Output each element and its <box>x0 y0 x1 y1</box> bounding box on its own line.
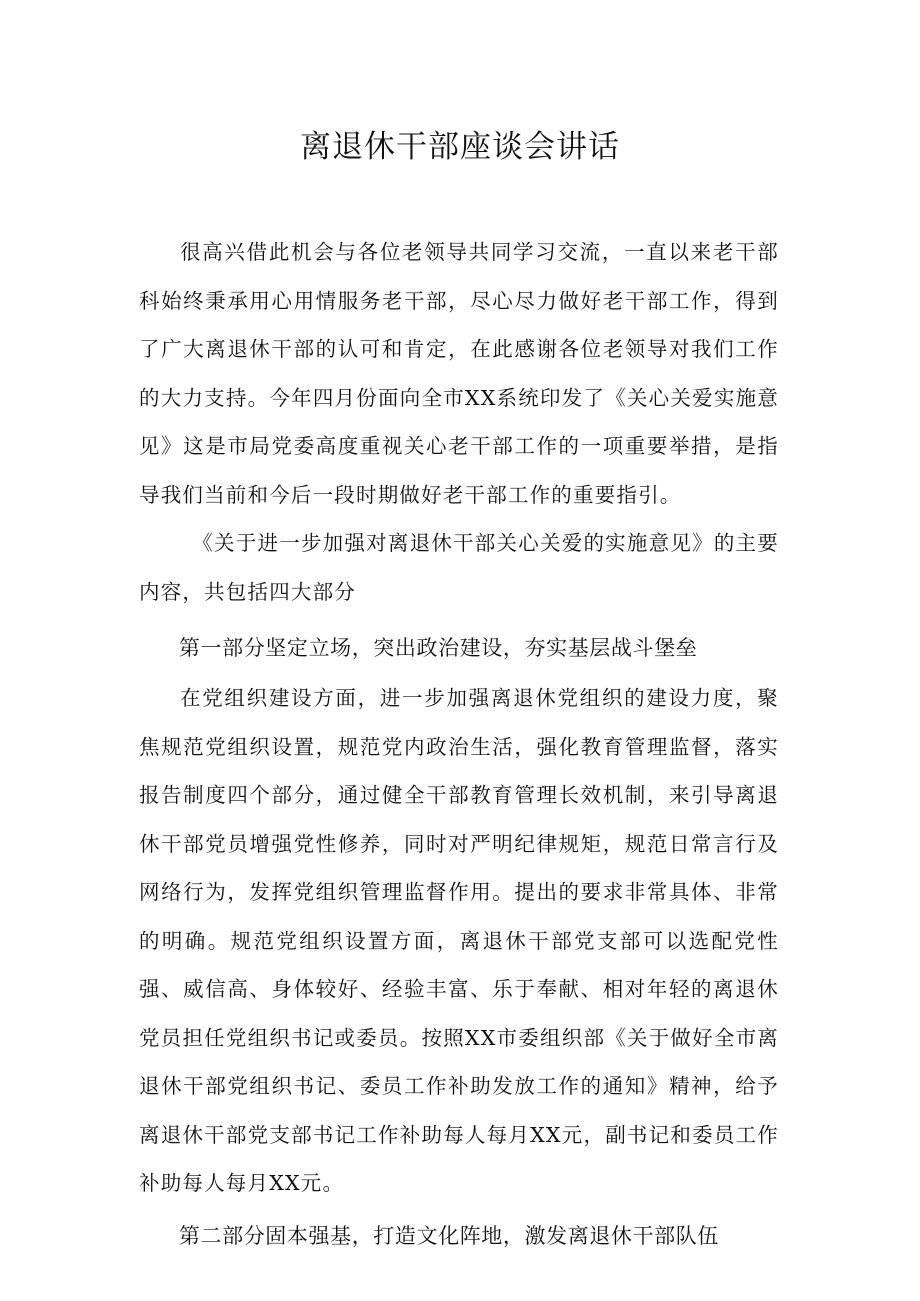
document-body <box>139 228 779 1262</box>
document-title: 离退休干部座谈会讲话 <box>300 129 620 165</box>
part1-body-paragraph: 在党组织建设方面，进一步加强离退休党组织的建设力度，聚焦规范党组织设置，规范党内政治生活，强化教育管理监督，落实报告制度四个部分，通过健全干部教育管理长效机制，来引导离退休干部党员增强党性修养，同时对严明纪律规矩，规范日常言行及网络行为，发挥党组织管理监督作用。提出的要求非常具体、非常的明确。规范党组织设置方面，离退休干部党支部可以选配党性强、威信高、身体较好、经验丰富、乐于奉献、相对年轻的离退休党员担任党组织书记或委员。按照XX市委组织部《关于做好全市离退休干部党组织书记、委员工作补助发放工作的通知》精神，给予离退休干部党支部书记工作补助每人每月XX元，副书记和委员工作补助每人每月XX元。 <box>139 686 779 1195</box>
section-heading-part2: 第二部分固本强基，打造文化阵地，激发离退休干部队伍 <box>178 1223 719 1248</box>
intro-paragraph: 很高兴借此机会与各位老领导共同学习交流，一直以来老干部科始终秉承用心用情服务老干部，尽心尽力做好老干部工作，得到了广大离退休干部的认可和肯定，在此感谢各位老领导对我们工作的大力支持。今年四月份面向全市XX系统印发了《关心关爱实施意见》这是市局党委高度重视关心老干部工作的一项重要举措，是指导我们当前和今后一段时期做好老干部工作的重要指引。 <box>139 240 779 507</box>
summary-paragraph: 《关于进一步加强对离退休干部关心关爱的实施意见》的主要内容，共包括四大部分 <box>139 531 779 604</box>
section-heading-part1: 第一部分坚定立场，突出政治建设，夯实基层战斗堡垒 <box>178 636 698 660</box>
